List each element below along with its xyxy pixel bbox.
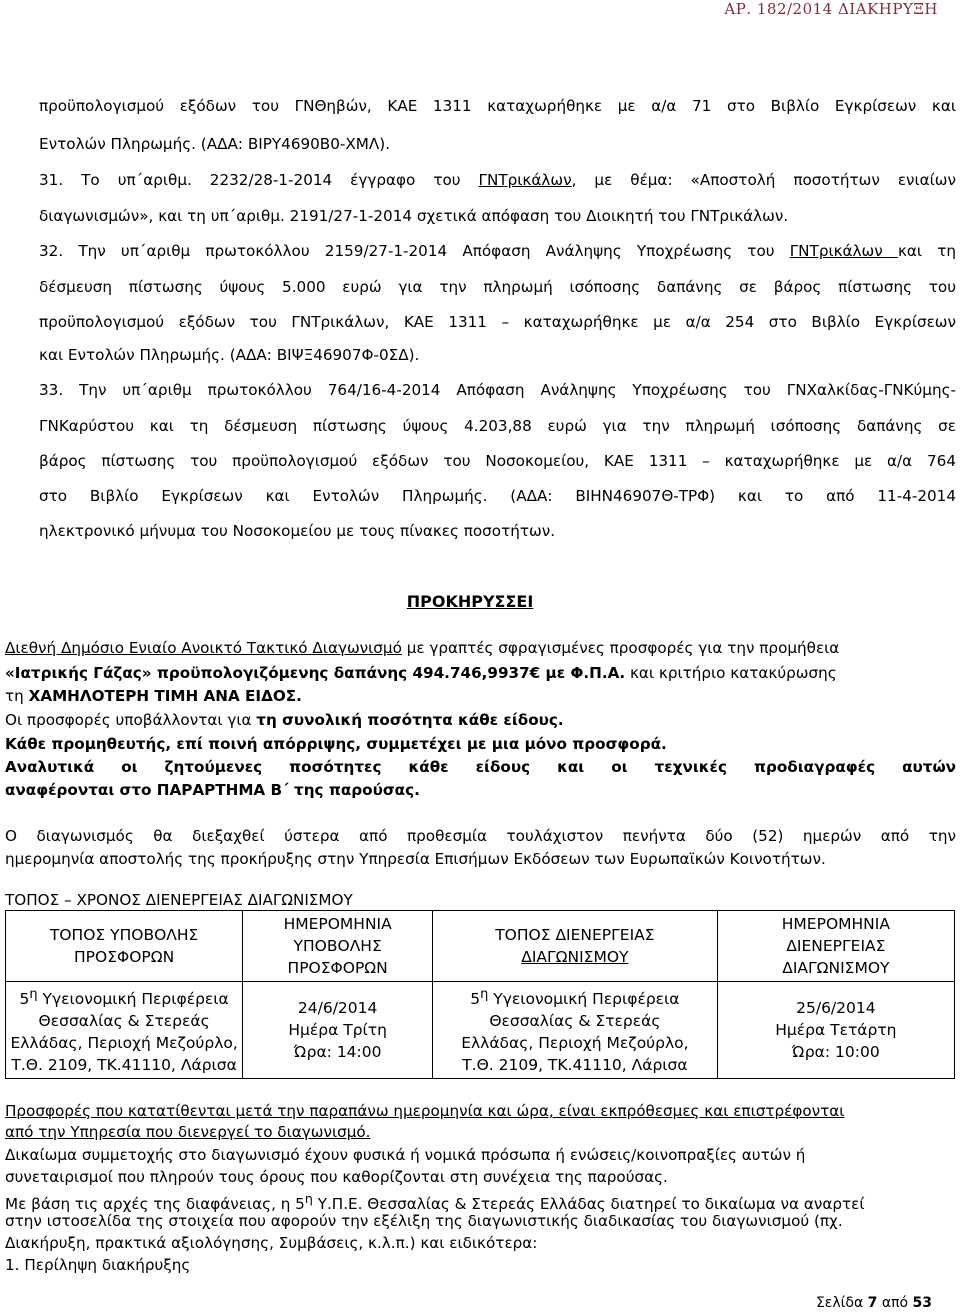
text: Τ.Θ. 2109, ΤΚ.41110, Λάρισα — [11, 1056, 237, 1075]
text: Τ.Θ. 2109, ΤΚ.41110, Λάρισα — [462, 1056, 688, 1075]
text: Ελλάδας, Περιοχή Μεζούρλο, — [461, 1034, 689, 1053]
organization-link: ΓΝΤρικάλων — [478, 171, 572, 189]
rights-line-2: συνεταιρισμοί που πληρούν τους όρους που καθορίζονται στη συνέχεια της παρούσας. — [5, 1168, 668, 1186]
text: 5 — [470, 990, 481, 1009]
text: ΗΜΕΡΟΜΗΝΙΑ — [283, 915, 392, 933]
text: ΔΙΕΝΕΡΓΕΙΑΣ — [786, 937, 886, 955]
transparency-line-2: στην ιστοσελίδα της στοιχεία που αφορούν την εξέλιξη της διαγωνιστικής διαδικασίας του διαγωνισμού (πχ. — [5, 1212, 843, 1230]
text: Οι προσφορές υποβάλλονται για — [5, 711, 257, 729]
paragraph-31-line-2: διαγωνισμών», και τη υπ΄αριθμ. 2191/27-1-2014 σχετικά απόφαση του Διοικητή του ΓΝΤρικάλων. — [39, 207, 789, 225]
paragraph-32-line-4: και Εντολών Πληρωμής. (ΑΔΑ: ΒΙΨΞ46907Φ-0ΣΔ). — [39, 346, 420, 364]
quantity-note: τη συνολική ποσότητα κάθε είδους. — [256, 711, 564, 729]
text: Υγειονομική Περιφέρεια — [488, 990, 680, 1009]
text: Ελλάδας, Περιοχή Μεζούρλο, — [10, 1034, 238, 1053]
text — [437, 984, 713, 1010]
list-item: 1. Περίληψη διακήρυξης — [5, 1256, 191, 1274]
text: , με θέμα: «Αποστολή ποσοτήτων ενιαίων — [571, 171, 956, 189]
text: η — [29, 987, 38, 1002]
header-cell — [433, 911, 718, 982]
table-header-row — [6, 911, 955, 982]
header-cell — [717, 911, 954, 982]
table-cell — [433, 982, 718, 1079]
paragraph-32-line-3: προϋπολογισμού εξόδων του ΓΝΤρικάλων, ΚΑΕ 1311 – καταχωρήθηκε με α/α 254 στο Βιβλίο Εγκρίσεων — [39, 313, 956, 331]
announcement-line-5: Κάθε προμηθευτής, επί ποινή απόρριψης, συμμετέχει με μια μόνο προσφορά. — [5, 735, 667, 753]
text: ΥΠΟΒΟΛΗΣ — [293, 937, 382, 955]
text: και τη — [897, 242, 957, 260]
text: ΠΡΟΣΦΟΡΩΝ — [74, 948, 175, 966]
text: Σελίδα — [815, 1295, 868, 1311]
page-number — [816, 1295, 932, 1311]
late-offers-line-1: Προσφορές που κατατίθενται μετά την παραπάνω ημερομηνία και ώρα, είναι εκπρόθεσμες και επιστρέφονται — [5, 1102, 845, 1120]
paragraph-33-line-5: ηλεκτρονικό μήνυμα του Νοσοκομείου με τους πίνακες ποσοτήτων. — [39, 522, 556, 540]
announcement-line-1 — [5, 638, 956, 658]
announcement-line-6: Αναλυτικά οι ζητούμενες ποσότητες κάθε είδους και οι τεχνικές προδιαγραφές αυτών — [5, 758, 956, 776]
paragraph-32-line-2: δέσμευση πίστωσης ύψους 5.000 ευρώ για την πληρωμή ισόποσης δαπάνης σε βάρος πίστωσης του — [39, 278, 956, 296]
text: 25/6/2014 — [796, 999, 876, 1018]
text: η — [480, 987, 489, 1002]
paragraph-30-line-2: Εντολών Πληρωμής. (ΑΔΑ: ΒΙΡΥ4690Β0-ΧΜΛ). — [39, 135, 391, 153]
section-heading: ΠΡΟΚΗΡΥΣΣΕΙ — [406, 592, 534, 611]
text: από — [877, 1295, 913, 1311]
header-cell — [243, 911, 433, 982]
paragraph-33-line-2: ΓΝΚαρύστου και τη δέσμευση πίστωσης ύψους 4.203,88 ευρώ για την πληρωμή ισόποσης δαπάνης σε — [39, 417, 956, 435]
transparency-line-3: Διακήρυξη, πρακτικά αξιολόγησης, Συμβάσεις, κ.λ.π.) και ειδικότερα: — [5, 1234, 538, 1252]
paragraph-33-line-4: στο Βιβλίο Εγκρίσεων και Εντολών Πληρωμής. (ΑΔΑ: ΒΙΗΝ46907Θ-ΤΡΦ) και το από 11-4-2014 — [39, 487, 956, 505]
paragraph-31-line-1 — [39, 170, 956, 190]
venue-time-table — [5, 910, 955, 1079]
tender-subject: «Ιατρικής Γάζας» προϋπολογιζόμενης δαπάνης 494.746,9937€ με Φ.Π.Α. — [5, 664, 626, 682]
text: ΤΟΠΟΣ ΔΙΕΝΕΡΓΕΙΑΣ — [495, 926, 655, 944]
paragraph-32-line-1 — [39, 241, 956, 261]
text: 32. Την υπ΄αριθμ πρωτοκόλλου 2159/27-1-2014 Απόφαση Ανάληψης Υποχρέωσης του — [39, 242, 790, 260]
text: η — [304, 1191, 313, 1206]
award-criterion: ΧΑΜΗΛΟΤΕΡΗ ΤΙΜΗ ΑΝΑ ΕΙΔΟΣ. — [28, 687, 302, 705]
table-row — [6, 982, 955, 1079]
organization-link: ΓΝΤρικάλων — [789, 242, 898, 260]
announcement-line-3 — [5, 686, 956, 706]
text: Υγειονομική Περιφέρεια — [37, 990, 229, 1009]
announcement-line-4 — [5, 710, 956, 730]
tender-type: Διεθνή Δημόσιο Ενιαίο Ανοικτό Τακτικό Διαγωνισμό — [5, 639, 402, 657]
text: Ημέρα Τρίτη — [288, 1021, 387, 1040]
text: τη — [5, 687, 29, 705]
deadline-line-2: ημερομηνία αποστολής της προκήρυξης στην Υπηρεσία Επισήμων Εκδόσεων των Ευρωπαϊκών Κοινοτήτων. — [5, 850, 826, 868]
paragraph-33-line-1: 33. Την υπ΄αριθμ πρωτοκόλλου 764/16-4-2014 Απόφαση Ανάληψης Υποχρέωσης του ΓΝΧαλκίδας-ΓΝΚύμης- — [39, 381, 956, 399]
paragraph-33-line-3: βάρος πίστωσης του προϋπολογισμού εξόδων του Νοσοκομείου, ΚΑΕ 1311 – καταχωρήθηκε με α/α 764 — [39, 452, 956, 470]
text: ΠΡΟΣΦΟΡΩΝ — [287, 959, 388, 977]
header-cell — [6, 911, 243, 982]
text: ΔΙΑΓΩΝΙΣΜΟΥ — [521, 948, 629, 966]
text: 31. Το υπ΄αριθμ. 2232/28-1-2014 έγγραφο του — [39, 171, 479, 189]
text: ΤΟΠΟΣ ΥΠΟΒΟΛΗΣ — [49, 926, 199, 944]
text: Θεσσαλίας & Στερεάς — [38, 1012, 210, 1031]
text: 5 — [19, 990, 30, 1009]
table-title: ΤΟΠΟΣ – ΧΡΟΝΟΣ ΔΙΕΝΕΡΓΕΙΑΣ ΔΙΑΓΩΝΙΣΜΟΥ — [5, 891, 353, 909]
text: Με βάση τις αρχές της διαφάνειας, η 5 — [5, 1195, 305, 1214]
late-offers-line-2: από την Υπηρεσία που διενεργεί το διαγωνισμό. — [5, 1123, 371, 1141]
table-cell — [243, 982, 433, 1079]
announcement-line-7: αναφέρονται στο ΠΑΡΑΡΤΗΜΑ Β΄ της παρούσας. — [5, 781, 420, 799]
announcement-line-2 — [5, 663, 956, 683]
text: ΗΜΕΡΟΜΗΝΙΑ — [781, 915, 890, 933]
text: Ώρα: 10:00 — [792, 1043, 880, 1062]
paragraph-30-line-1: προϋπολογισμού εξόδων του ΓΝΘηβών, ΚΑΕ 1311 καταχωρήθηκε με α/α 71 στο Βιβλίο Εγκρίσεων και — [39, 97, 956, 115]
text: και κριτήριο κατακύρωσης — [625, 664, 837, 682]
table-cell — [717, 982, 954, 1079]
text: Ημέρα Τετάρτη — [775, 1021, 897, 1040]
text: Θεσσαλίας & Στερεάς — [489, 1012, 661, 1031]
table-cell — [6, 982, 243, 1079]
text — [10, 984, 238, 1010]
text: Υ.Π.Ε. Θεσσαλίας & Στερεάς Ελλάδας διατηρεί το δικαίωμα να αναρτεί — [312, 1195, 865, 1214]
deadline-line-1: Ο διαγωνισμός θα διεξαχθεί ύστερα από προθεσμία τουλάχιστον πενήντα δύο (52) ημερών από την — [5, 827, 956, 845]
text: με γραπτές σφραγισμένες προσφορές για την προμήθεια — [401, 639, 840, 657]
text: Ώρα: 14:00 — [293, 1043, 382, 1062]
text: 53 — [912, 1295, 932, 1311]
text: ΔΙΑΓΩΝΙΣΜΟΥ — [782, 959, 890, 977]
text: 7 — [867, 1295, 878, 1311]
text: 24/6/2014 — [297, 999, 378, 1018]
rights-line-1: Δικαίωμα συμμετοχής στο διαγωνισμό έχουν φυσικά ή νομικά πρόσωπα ή ενώσεις/κοινοπραξίες αυτών ή — [5, 1146, 806, 1164]
document-header: ΑΡ. 182/2014 ΔΙΑΚΗΡΥΞΗ — [724, 0, 938, 18]
